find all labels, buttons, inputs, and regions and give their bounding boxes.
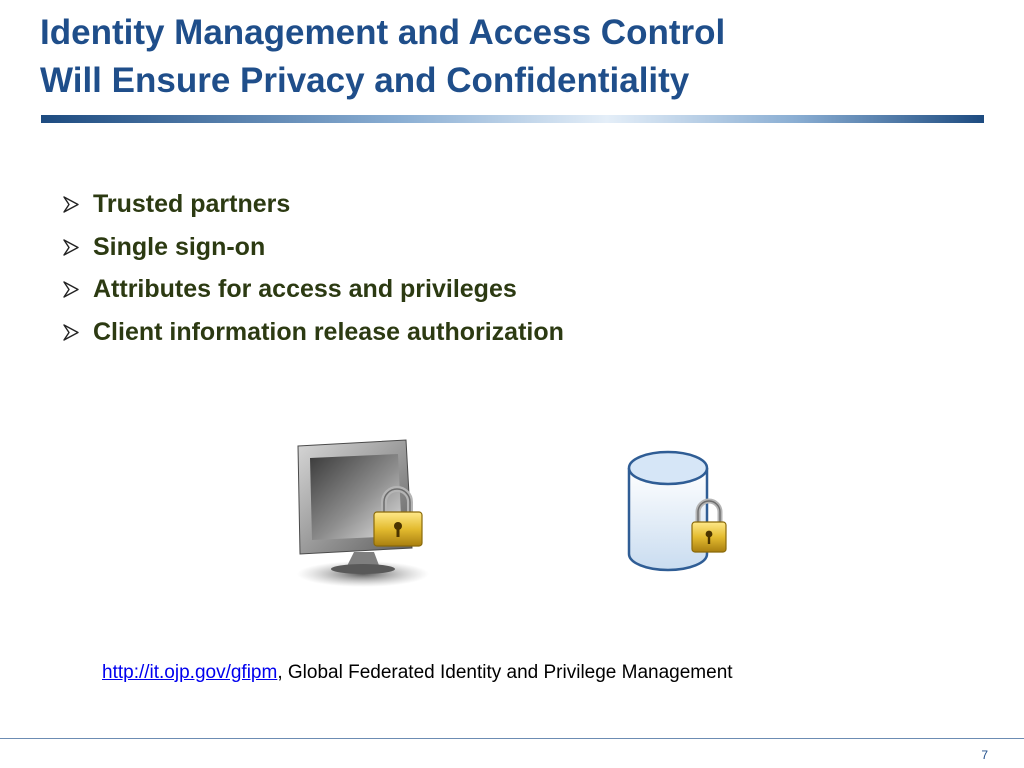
arrowhead-bullet-icon bbox=[63, 226, 81, 269]
gfipm-link[interactable]: http://it.ojp.gov/gfipm bbox=[102, 662, 278, 683]
bullet-text: Single sign-on bbox=[93, 232, 266, 261]
slide-title-line-1: Identity Management and Access Control bbox=[40, 13, 726, 52]
footer-rule bbox=[0, 738, 1024, 739]
bullet-item-client-release bbox=[63, 311, 564, 354]
slide-title-line-2: Will Ensure Privacy and Confidentiality bbox=[40, 61, 690, 100]
bullet-text: Attributes for access and privileges bbox=[93, 275, 517, 303]
locked-monitor-icon bbox=[288, 436, 438, 599]
bullet-item-single-sign-on bbox=[63, 226, 564, 269]
arrowhead-bullet-icon bbox=[63, 183, 81, 226]
locked-database-icon bbox=[620, 448, 736, 583]
title-underline-rule bbox=[41, 115, 984, 123]
bullet-text: Client information release authorization bbox=[93, 317, 564, 346]
arrowhead-bullet-icon bbox=[63, 311, 81, 354]
bullet-item-attributes bbox=[63, 268, 564, 311]
reference-description: , Global Federated Identity and Privilege Management bbox=[277, 662, 733, 683]
bullet-item-trusted-partners bbox=[63, 183, 564, 226]
arrowhead-bullet-icon bbox=[63, 268, 81, 311]
bullet-list bbox=[63, 183, 564, 353]
page-number: 7 bbox=[981, 748, 988, 762]
reference-line bbox=[102, 662, 733, 684]
bullet-text: Trusted partners bbox=[93, 190, 291, 218]
